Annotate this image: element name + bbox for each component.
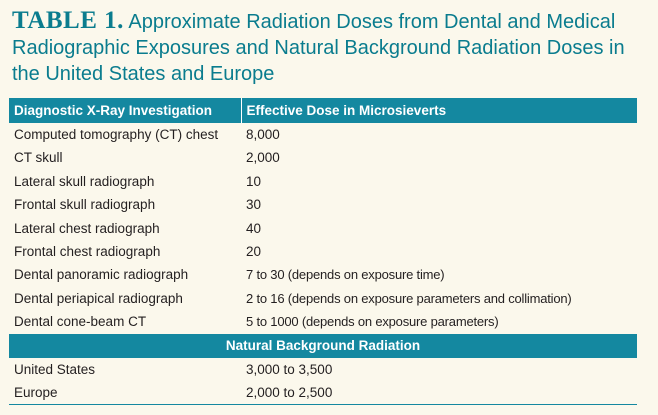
- table-row: [9, 358, 637, 381]
- table-row: [9, 123, 637, 146]
- table-row: [9, 310, 637, 333]
- investigation-cell: CT skull: [14, 150, 63, 166]
- investigation-cell: Lateral skull radiograph: [14, 173, 155, 189]
- table-title: [12, 8, 652, 87]
- dose-cell: 30: [246, 197, 262, 213]
- dose-cell: 2,000 to 2,500: [241, 381, 637, 405]
- dose-cell: 20: [246, 244, 262, 260]
- table-label: TABLE 1.: [12, 7, 124, 34]
- table-row: [9, 381, 637, 405]
- table-row: [9, 217, 637, 240]
- dose-cell: 7 to 30 (depends on exposure time): [246, 267, 445, 283]
- investigation-cell: Computed tomography (CT) chest: [14, 127, 219, 142]
- dose-cell: 2,000: [246, 150, 280, 166]
- section-header-row: [9, 334, 637, 358]
- column-header-investigation: Diagnostic X-Ray Investigation: [9, 98, 241, 123]
- dose-cell: 5 to 1000 (depends on exposure parameters): [246, 314, 499, 330]
- investigation-cell: Dental periapical radiograph: [14, 290, 183, 306]
- dose-cell: 8,000: [246, 127, 280, 142]
- table-row: [9, 287, 637, 310]
- table-row: [9, 263, 637, 286]
- investigation-cell: Dental panoramic radiograph: [14, 267, 189, 283]
- table-row: [9, 193, 637, 216]
- table-row: [9, 146, 637, 169]
- header-row: [9, 98, 637, 123]
- dose-cell: 10: [246, 173, 262, 189]
- table-title-text: Approximate Radiation Doses from Dental and Medical Radiographic Exposures and Natural Background Radiation Doses in the United States and Europe: [12, 11, 625, 85]
- table-row: [9, 170, 637, 193]
- investigation-cell: Frontal skull radiograph: [14, 197, 156, 213]
- radiation-dose-table: [9, 98, 637, 405]
- region-cell: United States: [14, 361, 96, 377]
- dose-cell: 2 to 16 (depends on exposure parameters and collimation): [246, 290, 572, 306]
- table-row: [9, 240, 637, 263]
- dose-cell: 40: [246, 220, 262, 236]
- investigation-cell: Frontal chest radiograph: [14, 244, 161, 260]
- column-header-dose: Effective Dose in Microsieverts: [241, 98, 637, 123]
- section-header-natural-background: Natural Background Radiation: [9, 334, 637, 358]
- region-cell: Europe: [9, 381, 241, 405]
- investigation-cell: Lateral chest radiograph: [14, 220, 160, 236]
- dose-cell: 3,000 to 3,500: [246, 361, 333, 377]
- investigation-cell: Dental cone-beam CT: [14, 314, 147, 330]
